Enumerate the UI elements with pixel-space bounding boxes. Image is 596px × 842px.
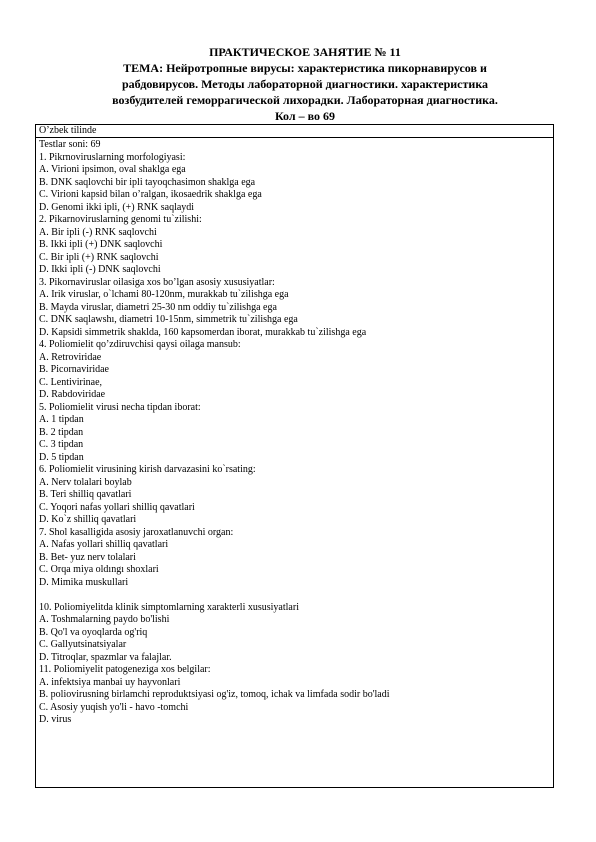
test-content — [39, 139, 551, 727]
content-line: D. Ko`z shilliq qavatlari — [39, 514, 137, 525]
content-line: D. Kapsidi simmetrik shaklda, 160 kapsomerdan iborat, murakkab tu`zilishga ega — [39, 326, 367, 338]
content-line: C. Yoqori nafas yollari shilliq qavatlari — [39, 501, 195, 513]
content-line: 3. Pikornaviruslar oilasiga xos bo’lgan asosiy xususiyatlar: — [39, 276, 275, 288]
content-line: D. virus — [39, 714, 72, 725]
content-line: A. Toshmalarning paydo bo'lishi — [39, 614, 170, 625]
content-line: A. Retroviridae — [39, 351, 102, 363]
language-label: O’zbek tilinde — [36, 125, 553, 138]
topic-line-2: рабдовирусов. Методы лабораторной диагностики. характеристика — [121, 77, 489, 91]
content-line: B. Picornaviridae — [39, 364, 109, 375]
content-line: B. poliovirusning birlamchi reproduktsiyasi og'iz, tomoq, ichak va limfada sodir bo'ladi — [39, 689, 390, 700]
content-line: C. Gallyutsinatsiyalar — [39, 639, 127, 650]
content-line: B. DNK saqlovchi bir ipli tayoqchasimon shaklga ega — [39, 176, 256, 188]
content-line: 2. Pikarnoviruslarning genomi tu`zilishi: — [39, 214, 202, 225]
content-line: B. 2 tipdan — [39, 426, 84, 438]
content-line: D. Titroqlar, spazmlar va falajlar. — [39, 651, 172, 663]
content-line: 7. Shol kasalligida asosiy jaroxatlanuvchi organ: — [39, 526, 234, 538]
content-line: C. Orqa miya oldıngı shoxlari — [39, 564, 159, 575]
content-line: A. Irik viruslar, o`lchami 80-120nm, murakkab tu`zilishga ega — [39, 289, 289, 300]
document-header — [60, 44, 550, 124]
content-line: D. Ikki ipli (-) DNK saqlovchi — [39, 264, 161, 275]
content-line: 4. Poliomielit qo’zdiruvchisi qaysi oilaga mansub: — [39, 339, 241, 350]
lesson-title: ПРАКТИЧЕСКОЕ ЗАНЯТИЕ № 11 — [209, 45, 401, 59]
content-line: A. infektsiya manbai uy hayvonlari — [39, 676, 181, 688]
content-line: 5. Poliomielit virusi necha tipdan iborat: — [39, 401, 201, 413]
test-table — [35, 124, 554, 788]
question-count: Кол – во 69 — [274, 109, 336, 123]
content-line — [39, 589, 551, 602]
content-line: B. Qo'l va oyoqlarda og'riq — [39, 626, 148, 638]
content-line: B. Mayda viruslar, diametri 25-30 nm oddiy tu`zilishga ega — [39, 301, 277, 313]
content-line: 11. Poliomiyelit patogeneziga xos belgilar: — [39, 664, 211, 675]
content-line: 6. Poliomielit virusining kirish darvazasini ko`rsating: — [39, 464, 256, 475]
content-line: D. 5 tipdan — [39, 451, 84, 463]
content-line: D. Genomi ikki ipli, (+) RNK saqlaydi — [39, 201, 195, 213]
content-line: C. DNK saqlawshı, diametri 10-15nm, simmetrik tu`zilishga ega — [39, 314, 298, 325]
content-line: C. Asosiy yuqish yo'li - havo -tomchi — [39, 701, 189, 713]
content-line: B. Ikki ipli (+) DNK saqlovchi — [39, 239, 163, 250]
content-line: C. Bir ipli (+) RNK saqlovchi — [39, 251, 159, 263]
content-line: C. Virioni kapsid bilan o’ralgan, ikosaedrik shaklga ega — [39, 189, 262, 200]
content-line: D. Rabdoviridae — [39, 389, 106, 400]
content-line: B. Teri shilliq qavatlari — [39, 489, 132, 500]
content-line: A. Nafas yollari shilliq qavatlari — [39, 539, 169, 550]
content-line: A. Bir ipli (-) RNK saqlovchi — [39, 226, 157, 238]
content-line: Testlar soni: 69 — [39, 139, 101, 150]
topic-line-3: возбудителей геморрагической лихорадки. Лабораторная диагностика. — [112, 93, 498, 107]
content-line: A. Nerv tolalari boylab — [39, 476, 132, 488]
content-line: A. Virioni ipsimon, oval shaklga ega — [39, 164, 186, 175]
topic-line-1: ТЕМА: Нейротропные вирусы: характеристика пикорнавирусов и — [123, 61, 487, 75]
content-line: C. Lentivirinae, — [39, 376, 103, 388]
content-line: A. 1 tipdan — [39, 414, 84, 425]
content-line: C. 3 tipdan — [39, 439, 84, 450]
content-line: 1. Pikrnoviruslarning morfologiyasi: — [39, 151, 186, 163]
content-line: D. Mimika muskullari — [39, 576, 129, 588]
content-line: B. Bet- yuz nerv tolalari — [39, 551, 136, 563]
content-line: 10. Poliomiyelitda klinik simptomlarning xarakterli xususiyatlari — [39, 601, 299, 613]
